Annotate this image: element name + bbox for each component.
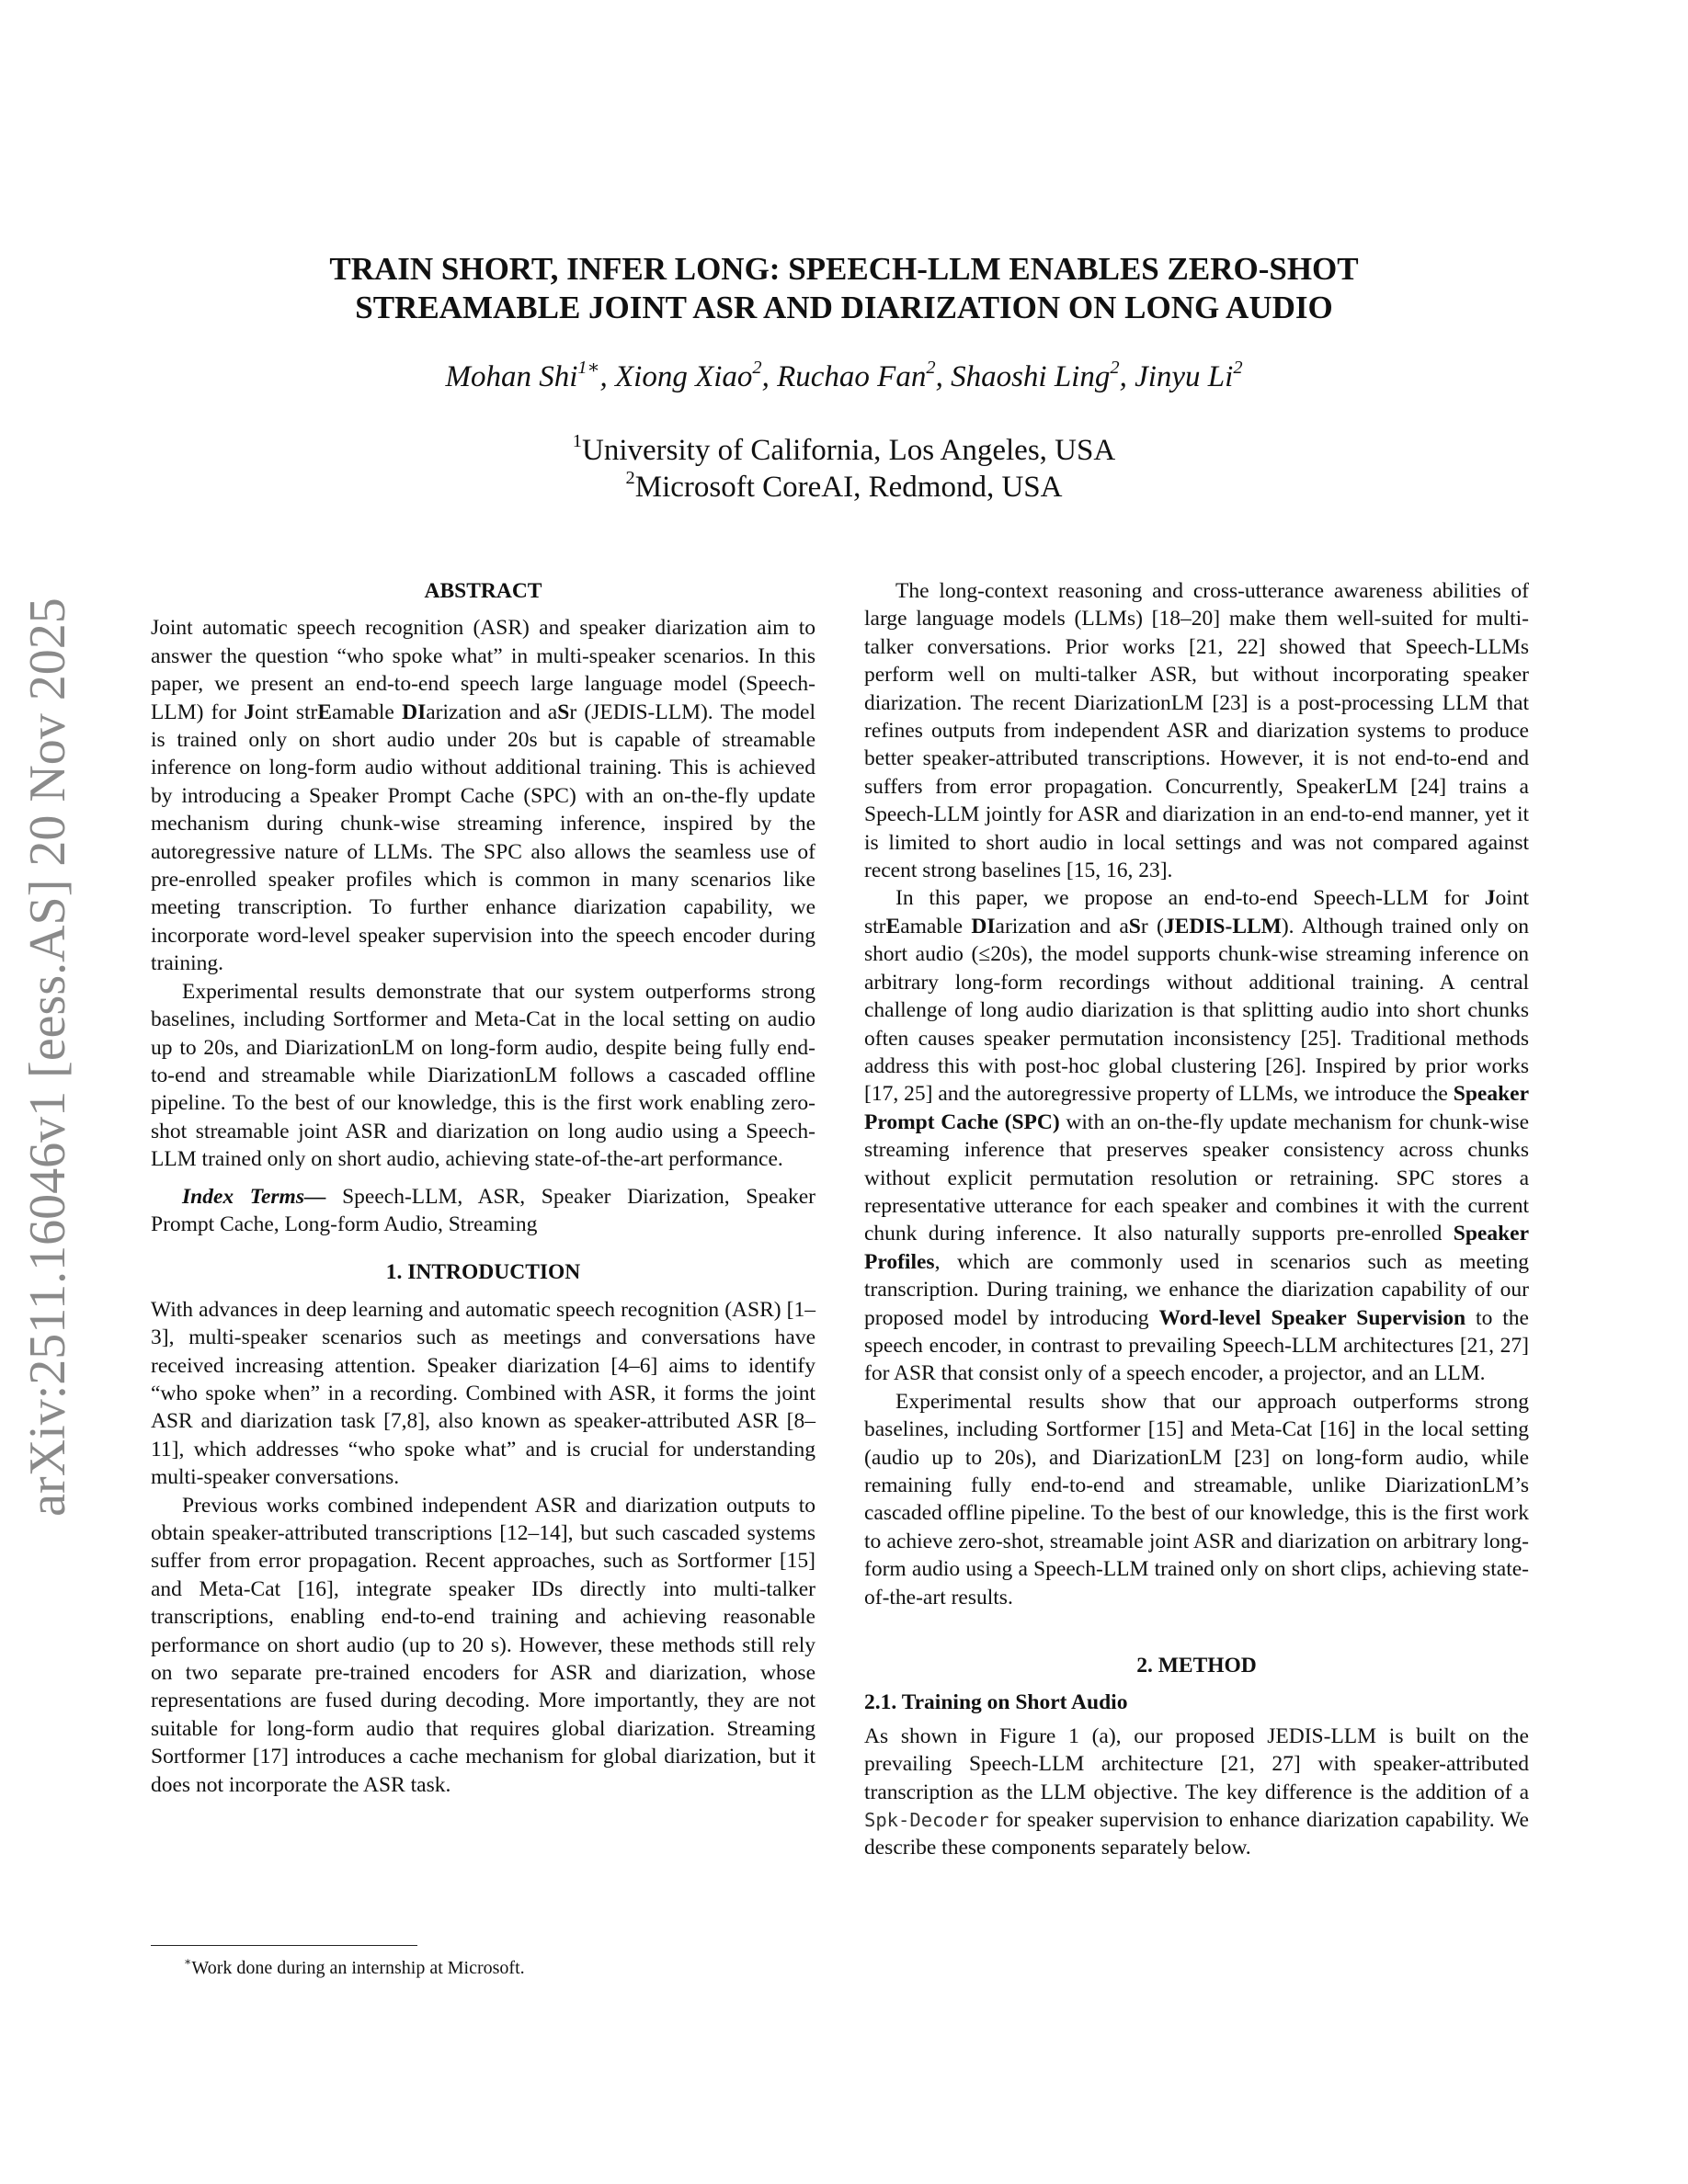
text-run: J <box>244 700 256 724</box>
index-terms-text: Speech-LLM, ASR, Speaker Diarization, Speaker Prompt Cache, Long-form Audio, Streaming <box>151 1184 815 1236</box>
abstract-paragraph-1 <box>151 614 815 977</box>
text-run: for speaker supervision to enhance diarization capability. We describe these components separately below. <box>864 1808 1529 1860</box>
footnote-text: Work done during an internship at Microsoft. <box>191 1958 525 1978</box>
author-affiliation-mark: 2 <box>752 357 762 378</box>
footnote <box>184 1956 525 1980</box>
text-run: r (JEDIS-LLM). The model is trained only on short audio under 20s but is capable of streamable inference on long-form audio without additional training. This is achieved by introducing a Speaker Prompt Cache (SPC) with an on-the-fly update mechanism during chunk-wise streaming inference, inspired by the autoregressive nature of LLMs. The SPC also allows the seamless use of pre-enrolled speaker profiles which is common in many scenarios like meeting transcription. To further enhance diarization capability, we incorporate word-level speaker supervision into the speech encoder during training. <box>151 700 815 976</box>
author-name: Xiong Xiao <box>615 360 753 393</box>
arxiv-identifier: arXiv:2511.16046v1 [eess.AS] 20 Nov 2025 <box>19 597 76 1517</box>
text-run: arization and a <box>995 914 1129 938</box>
intro-paragraph-5: Experimental results show that our approach outperforms strong baselines, including Sortformer [15] and Meta-Cat [16] in the local setting (audio up to 20s), and DiarizationLM [23] on long-form audio, while remaining fully end-to-end and streamable, unlike DiarizationLM’s cascaded offline pipeline. To the best of our knowledge, this is the first work to achieve zero-shot, streamable joint ASR and diarization on arbitrary long-form audio using a Speech-LLM trained only on short clips, achieving state-of-the-art results. <box>864 1389 1529 1610</box>
text-run: with an on-the-fly update mechanism for chunk-wise streaming inference that preserves speaker consistency across chunks without explicit permutation resolution or retraining. SPC stores a representative utterance for each speaker and combines it with the current chunk during inference. It also naturally supports pre-enrolled <box>864 1109 1529 1246</box>
left-column <box>151 577 815 1799</box>
intro-paragraph-1: With advances in deep learning and automatic speech recognition (ASR) [1–3], multi-speaker scenarios such as meetings and conversations have received increasing attention. Speaker diarization [4–6] aims to identify “who spoke when” in a recording. Combined with ASR, it forms the joint ASR and diarization task [7,8], also known as speaker-attributed ASR [8–11], which addresses “who spoke what” and is crucial for understanding multi-speaker conversations. <box>151 1297 815 1490</box>
text-run: , which are commonly used in scenarios such as meeting transcription. During training, we enhance the diarization capability of our proposed model by introducing <box>864 1249 1529 1330</box>
text-run: E <box>317 700 333 724</box>
author-affiliation-mark: 2 <box>926 357 936 378</box>
author-separator: , <box>599 360 615 393</box>
text-run: oint str <box>864 886 1529 938</box>
method-heading: 2. METHOD <box>1136 1654 1257 1678</box>
author-separator: , <box>761 360 778 393</box>
text-run: Spk-Decoder <box>864 1809 989 1832</box>
affiliation <box>230 432 1458 469</box>
text-run: Joint automatic speech recognition (ASR) and speaker diarization aim to answer the question “who spoke what” in multi-speaker scenarios. In this paper, we present an end-to-end speech large language model (Speech-LLM) for <box>151 616 815 724</box>
abstract-heading: ABSTRACT <box>424 579 542 603</box>
text-run: E <box>885 914 901 938</box>
author-name: Mohan Shi <box>445 360 578 393</box>
index-terms <box>151 1183 815 1239</box>
text-run: As shown in Figure 1 (a), our proposed JEDIS-LLM is built on the prevailing Speech-LLM architecture [21, 27] with speaker-attributed transcription as the LLM objective. The key difference is the addition of a <box>864 1723 1529 1804</box>
affiliation-text: Microsoft CoreAI, Redmond, USA <box>634 471 1063 504</box>
right-column <box>864 577 1529 1862</box>
text-run: S <box>1128 914 1141 938</box>
paper-title <box>230 250 1458 327</box>
author-name: Ruchao Fan <box>777 360 927 393</box>
text-run: DI <box>402 700 427 724</box>
text-run: to the speech encoder, in contrast to prevailing Speech-LLM architectures [21, 27] for ASR that consist only of a speech encoder, a projector, and an LLM. <box>864 1305 1529 1386</box>
text-run: Speaker Profiles <box>864 1222 1529 1274</box>
affiliation-list <box>230 432 1458 506</box>
text-run: In this paper, we propose an end-to-end Speech-LLM for <box>895 886 1485 911</box>
author-separator: , <box>1119 360 1135 393</box>
author-affiliation-mark: 1∗ <box>577 357 600 378</box>
text-run: arization and a <box>426 700 558 724</box>
text-run: DI <box>971 914 996 938</box>
title-line-2: STREAMABLE JOINT ASR AND DIARIZATION ON LONG AUDIO <box>355 290 1333 325</box>
text-run: Word-level Speaker Supervision <box>1158 1305 1466 1330</box>
affiliation <box>230 469 1458 506</box>
affiliation-mark: 1 <box>572 430 583 451</box>
method-paragraph-1 <box>864 1723 1529 1862</box>
author-name: Jinyu Li <box>1135 360 1234 393</box>
text-run: amable <box>332 700 403 724</box>
index-terms-label: Index Terms— <box>182 1184 326 1209</box>
intro-paragraph-3: The long-context reasoning and cross-utterance awareness abilities of large language models (LLMs) [18–20] make them well-suited for multi-talker conversations. Prior works [21, 22] showed that Speech-LLMs perform well on multi-talker ASR, but without incorporating speaker diarization. The recent DiarizationLM [23] is a post-processing LLM that refines outputs from independent ASR and diarization systems to produce better speaker-attributed transcriptions. However, it is not end-to-end and suffers from error propagation. Concurrently, SpeakerLM [24] trains a Speech-LLM jointly for ASR and diarization in an end-to-end manner, yet it is limited to short audio in local settings and was not compared against recent strong baselines [15, 16, 23]. <box>864 579 1529 883</box>
author-list <box>230 358 1458 395</box>
title-line-1: TRAIN SHORT, INFER LONG: SPEECH-LLM ENABLES ZERO-SHOT <box>329 251 1359 287</box>
intro-paragraph-2: Previous works combined independent ASR and diarization outputs to obtain speaker-attributed transcriptions [12–14], but such cascaded systems suffer from error propagation. Recent approaches, such as Sortformer [15] and Meta-Cat [16], integrate speaker IDs directly into multi-talker transcriptions, enabling end-to-end training and achieving reasonable performance on short audio (up to 20 s). However, these methods still rely on two separate pre-trained encoders for ASR and diarization, whose representations are fused during decoding. More importantly, they are not suitable for long-form audio that requires global diarization. Streaming Sortformer [17] introduces a cache mechanism for global diarization, but it does not incorporate the ASR task. <box>151 1493 815 1797</box>
affiliation-text: University of California, Los Angeles, USA <box>582 434 1116 467</box>
text-run: ). Although trained only on short audio (≤20s), the model supports chunk-wise streaming inference on arbitrary long-form recordings without additional training. A central challenge of long audio diarization is that splitting audio into short chunks often causes speaker permutation inconsistency [25]. Traditional methods address this with post-hoc global clustering [26]. Inspired by prior works [17, 25] and the autoregressive property of LLMs, we introduce the <box>864 914 1529 1107</box>
text-run: amable <box>900 914 972 938</box>
text-run: S <box>557 700 570 724</box>
footnote-rule <box>151 1945 417 1946</box>
author-affiliation-mark: 2 <box>1110 357 1120 378</box>
text-run: Speaker Prompt Cache (SPC) <box>864 1082 1529 1134</box>
method-subheading: 2.1. Training on Short Audio <box>864 1690 1128 1715</box>
affiliation-mark: 2 <box>625 467 635 488</box>
author-affiliation-mark: 2 <box>1233 357 1243 378</box>
text-run: oint str <box>255 700 318 724</box>
footnote-mark: ∗ <box>184 1955 192 1969</box>
introduction-heading: 1. INTRODUCTION <box>385 1260 581 1285</box>
abstract-paragraph-2: Experimental results demonstrate that our system outperforms strong baselines, including Sortformer and Meta-Cat in the local setting on audio up to 20s, and DiarizationLM on long-form audio, despite being fully end-to-end and streamable while DiarizationLM follows a cascaded offline pipeline. To the best of our knowledge, this is the first work enabling zero-shot streamable joint ASR and diarization on long audio using a Speech-LLM trained only on short audio, achieving state-of-the-art performance. <box>151 979 815 1172</box>
text-run: JEDIS-LLM <box>1163 914 1282 938</box>
text-run: r ( <box>1140 914 1164 938</box>
author-name: Shaoshi Ling <box>951 360 1111 393</box>
intro-paragraph-4 <box>864 884 1529 1387</box>
text-run: J <box>1484 886 1496 911</box>
author-separator: , <box>935 360 952 393</box>
